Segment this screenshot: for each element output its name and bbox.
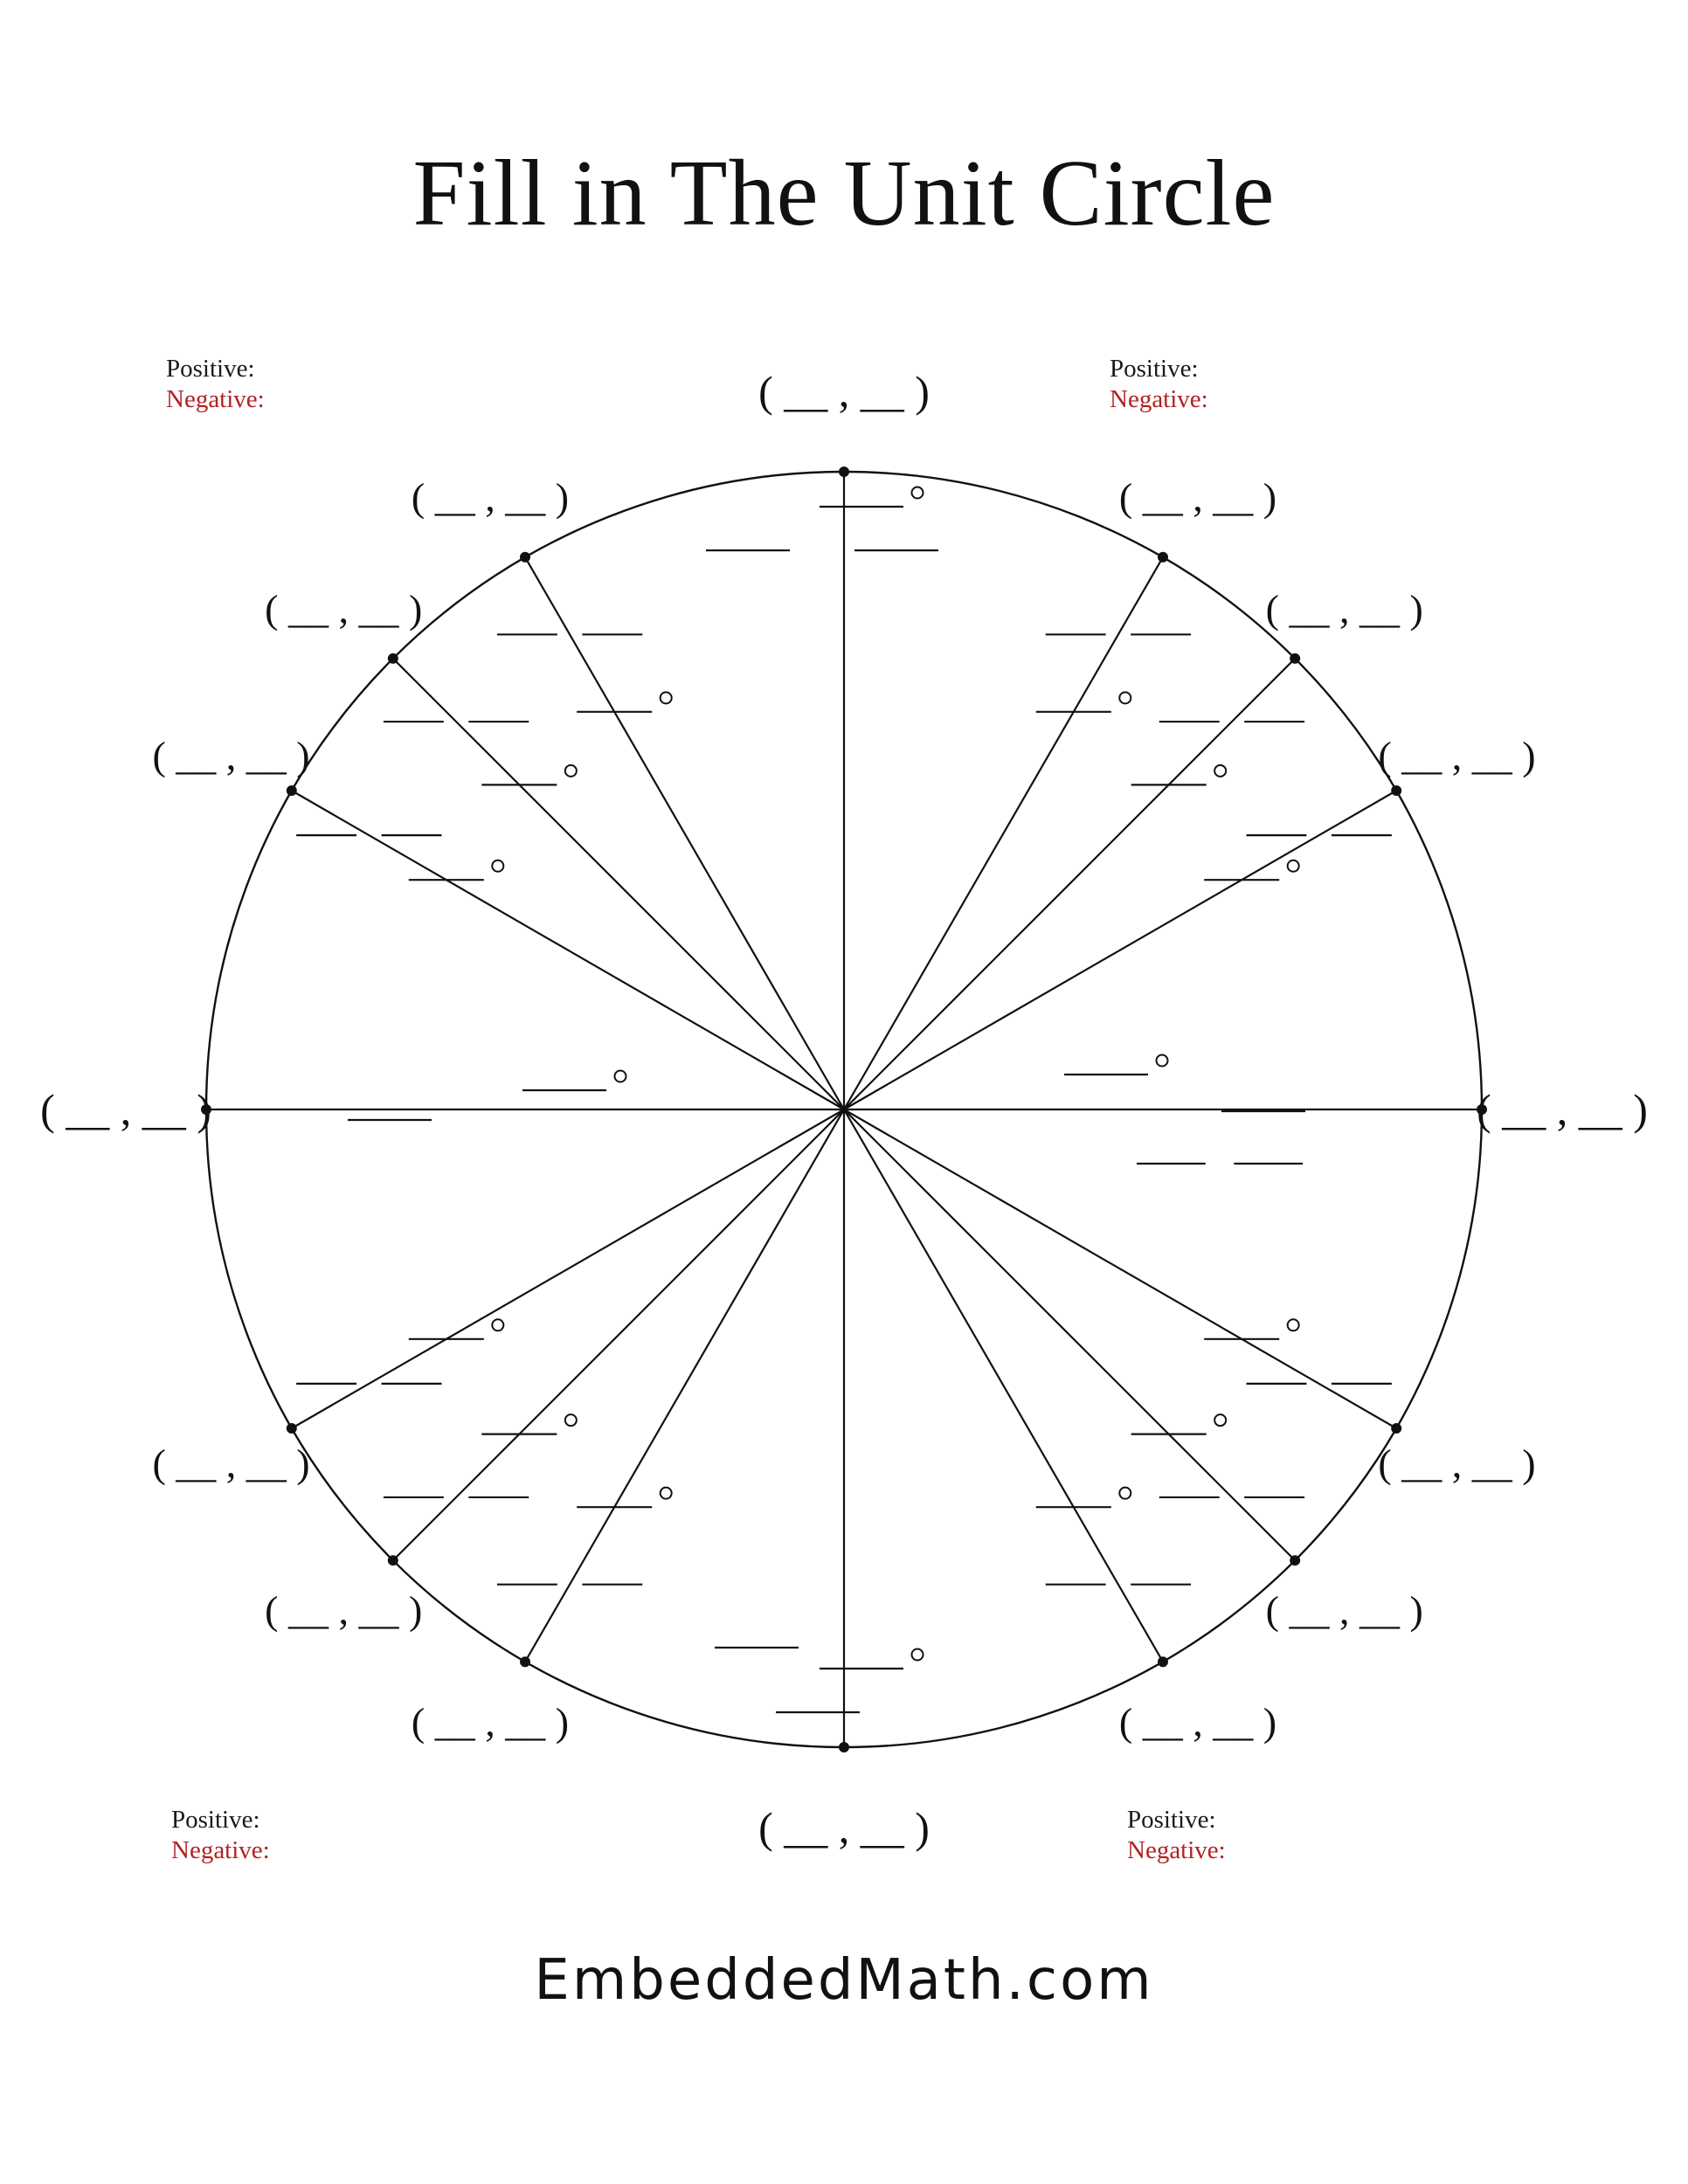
radius-line [844,1109,1295,1560]
degree-answer-blank [1204,860,1299,881]
point-marker [287,785,297,796]
degree-symbol-icon [912,1649,924,1661]
point-marker [1290,653,1300,664]
quadrant-1-positive-label: Positive: [1110,355,1199,383]
coordinate-blank-150: ( __ , __ ) [152,733,310,778]
degree-symbol-icon [912,487,924,499]
quadrant-4-negative-label: Negative: [1127,1836,1226,1865]
page-title: Fill in The Unit Circle [412,142,1276,245]
degree-symbol-icon [1214,765,1226,777]
radius-line [393,1109,844,1560]
degree-answer-blank [577,692,672,712]
coordinate-blank-90: ( __ , __ ) [758,367,930,416]
degree-symbol-icon [492,860,503,872]
degree-symbol-icon [565,765,577,777]
point-marker [388,653,398,664]
degree-answer-blank [820,1649,924,1669]
radius-line [393,659,844,1109]
coordinate-blank-240: ( __ , __ ) [411,1699,570,1745]
point-marker [1391,785,1401,796]
degree-answer-blank [1204,1319,1299,1339]
coordinate-blank-135: ( __ , __ ) [265,586,423,632]
coordinate-blank-30: ( __ , __ ) [1378,733,1536,778]
degree-symbol-icon [565,1414,577,1426]
degree-symbol-icon [1157,1055,1168,1067]
radius-line [844,791,1396,1109]
coordinate-blank-330: ( __ , __ ) [1378,1441,1536,1486]
point-marker [839,467,849,477]
coordinate-blank-180: ( __ , __ ) [40,1085,211,1134]
degree-symbol-icon [615,1071,626,1082]
point-marker [839,1742,849,1752]
point-marker [520,552,530,563]
point-marker [388,1555,398,1565]
degree-answer-blank [409,1319,504,1339]
coordinate-blank-60: ( __ , __ ) [1118,474,1277,520]
degree-symbol-icon [1214,1414,1226,1426]
degree-answer-blank [1131,1414,1227,1434]
radius-line [292,1109,844,1428]
degree-answer-blank [409,860,504,881]
point-marker [1391,1423,1401,1434]
coordinate-blank-45: ( __ , __ ) [1265,586,1423,632]
degree-symbol-icon [1288,1319,1299,1330]
degree-answer-blank [1036,1488,1131,1508]
radius-line [844,557,1163,1109]
quadrant-2-negative-label: Negative: [166,385,265,414]
degree-answer-blank [481,765,577,785]
site-credit: EmbeddedMath.com [534,1948,1154,2013]
degree-answer-blank [522,1071,626,1091]
point-marker [1158,1656,1168,1667]
point-marker [520,1656,530,1667]
point-marker [287,1423,297,1434]
radius-line [525,557,844,1109]
degree-symbol-icon [1119,1488,1131,1499]
quadrant-3-positive-label: Positive: [171,1806,260,1834]
radius-line [292,791,844,1109]
radius-line [525,1109,844,1662]
degree-symbol-icon [1119,692,1131,703]
radius-line [844,659,1295,1109]
point-marker [1158,552,1168,563]
quadrant-2-positive-label: Positive: [166,355,255,383]
coordinate-blank-225: ( __ , __ ) [265,1587,423,1633]
quadrant-1-negative-label: Negative: [1110,385,1208,414]
degree-answer-blank [820,487,924,508]
quadrant-4-positive-label: Positive: [1127,1806,1216,1834]
coordinate-blank-0: ( __ , __ ) [1477,1085,1648,1134]
coordinate-blank-270: ( __ , __ ) [758,1803,930,1852]
degree-symbol-icon [492,1319,503,1330]
coordinate-blank-210: ( __ , __ ) [152,1441,310,1486]
radius-line [844,1109,1163,1662]
degree-answer-blank [1064,1055,1168,1075]
degree-symbol-icon [661,1488,672,1499]
degree-symbol-icon [661,692,672,703]
quadrant-3-negative-label: Negative: [171,1836,270,1865]
coordinate-blank-315: ( __ , __ ) [1265,1587,1423,1633]
coordinate-blank-120: ( __ , __ ) [411,474,570,520]
degree-symbol-icon [1288,860,1299,872]
point-marker [1290,1555,1300,1565]
radius-line [844,1109,1396,1428]
coordinate-blank-300: ( __ , __ ) [1118,1699,1277,1745]
